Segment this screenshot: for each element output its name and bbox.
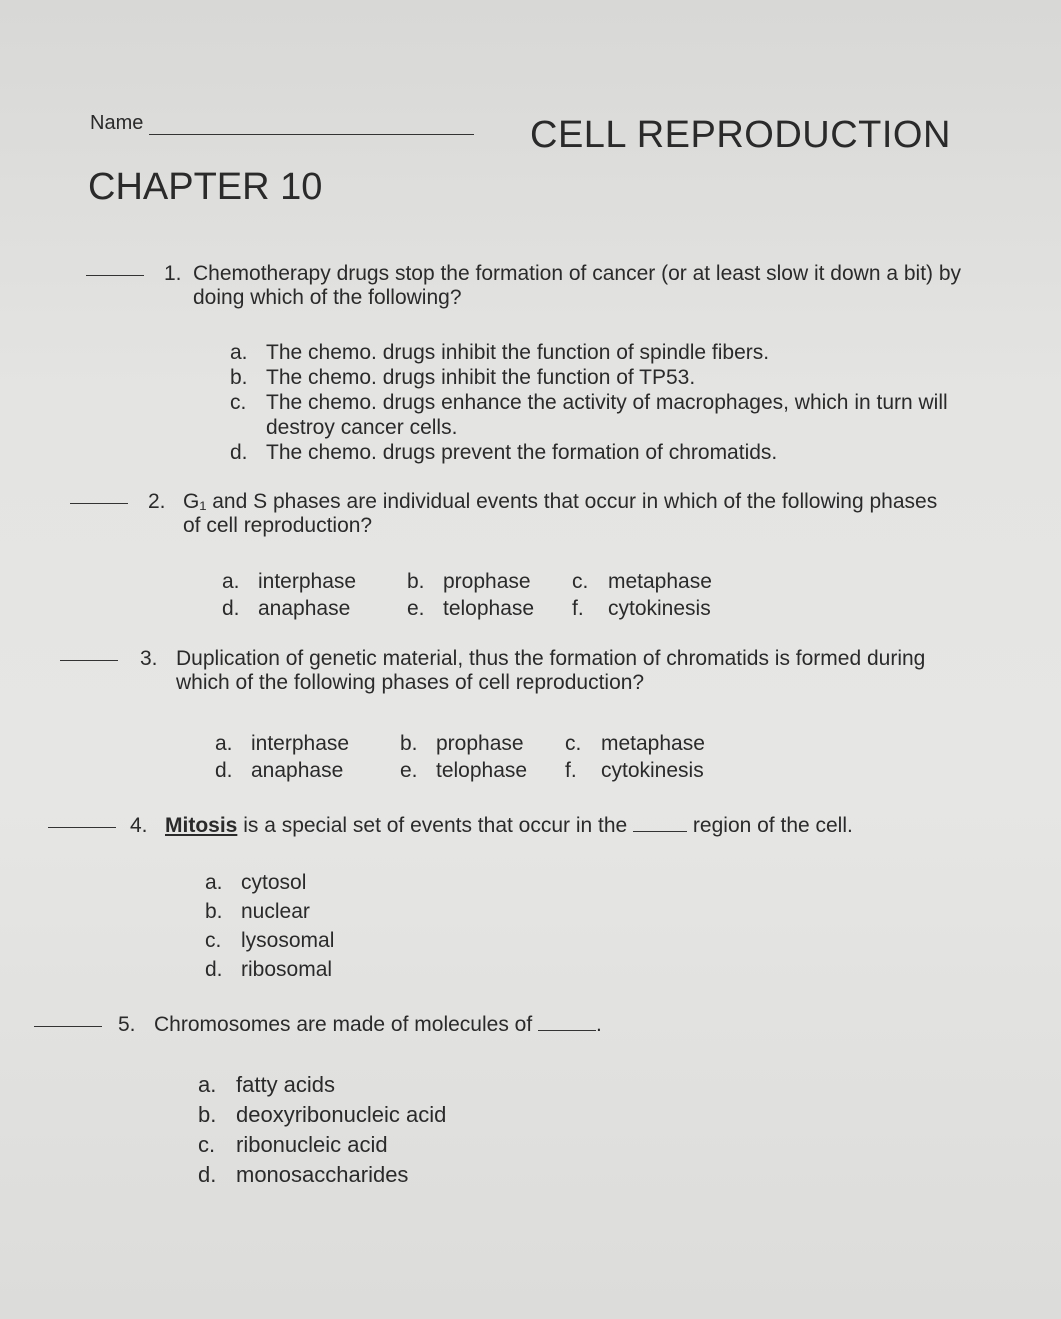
option-a: a. cytosol (205, 871, 307, 894)
question-4 (48, 814, 968, 844)
fill-in-blank[interactable] (538, 1016, 596, 1031)
question-5-options (198, 1070, 446, 1190)
question-text: Chromosomes are made of molecules of . (154, 1013, 602, 1036)
question-5 (34, 1013, 734, 1043)
question-1-options (230, 340, 990, 465)
option-c: c. lysosomal (205, 929, 335, 952)
question-3-options (215, 730, 745, 784)
option-b: b. nuclear (205, 900, 310, 923)
option-c: c. ribonucleic acid (198, 1132, 388, 1157)
question-number: 3. (140, 647, 158, 670)
option-a: a. The chemo. drugs inhibit the function of spindle fibers. (230, 341, 770, 364)
question-4-options (205, 868, 334, 984)
option-b: b. The chemo. drugs inhibit the function of TP53. (230, 366, 696, 389)
option-a: a. interphase (215, 732, 350, 755)
option-a: a. fatty acids (198, 1072, 336, 1097)
question-1 (86, 262, 986, 322)
answer-blank-3[interactable] (60, 660, 118, 661)
question-text: Chemotherapy drugs stop the formation of cancer (or at least slow it down a bit) by doing which of the following? (193, 262, 962, 309)
question-text: Duplication of genetic material, thus the formation of chromatids is formed during which of the following phases of cell reproduction? (176, 647, 926, 694)
question-2-options (222, 568, 752, 622)
option-e: e. telophase (407, 597, 535, 620)
option-c: c. metaphase (565, 732, 705, 755)
question-text: Mitosis is a special set of events that occur in the region of the cell. (165, 814, 853, 837)
question-text: G₁ and S phases are individual events that occur in which of the following phases of cell reproduction? (183, 490, 938, 537)
name-label: Name (90, 112, 144, 134)
name-row (90, 108, 474, 135)
option-d: d. anaphase (215, 759, 344, 782)
question-number: 2. (148, 490, 166, 513)
answer-blank-2[interactable] (70, 503, 128, 504)
option-a: a. interphase (222, 570, 357, 593)
question-2 (70, 490, 970, 550)
option-c: c. metaphase (572, 570, 712, 593)
question-number: 1. (164, 262, 182, 285)
answer-blank-5[interactable] (34, 1026, 102, 1027)
option-b: b. prophase (407, 570, 531, 593)
option-d: d. monosaccharides (198, 1162, 409, 1187)
question-number: 5. (118, 1013, 136, 1036)
option-d: d. The chemo. drugs prevent the formation of chromatids. (230, 441, 778, 464)
answer-blank-4[interactable] (48, 827, 116, 828)
answer-blank-1[interactable] (86, 275, 144, 276)
option-b: b. prophase (400, 732, 524, 755)
option-e: e. telophase (400, 759, 528, 782)
option-f: f. cytokinesis (565, 759, 704, 782)
name-field-line[interactable] (149, 108, 474, 135)
option-d: d. anaphase (222, 597, 351, 620)
option-b: b. deoxyribonucleic acid (198, 1102, 447, 1127)
fill-in-blank[interactable] (633, 817, 687, 832)
question-3 (60, 647, 970, 707)
option-c: c. The chemo. drugs enhance the activity of macrophages, which in turn will destroy cancer cells. (230, 391, 948, 439)
keyword-mitosis: Mitosis (165, 814, 238, 837)
question-number: 4. (130, 814, 148, 837)
page-title: CELL REPRODUCTION (530, 114, 951, 156)
option-d: d. ribosomal (205, 958, 333, 981)
chapter-heading: CHAPTER 10 (88, 166, 323, 208)
option-f: f. cytokinesis (572, 597, 711, 620)
